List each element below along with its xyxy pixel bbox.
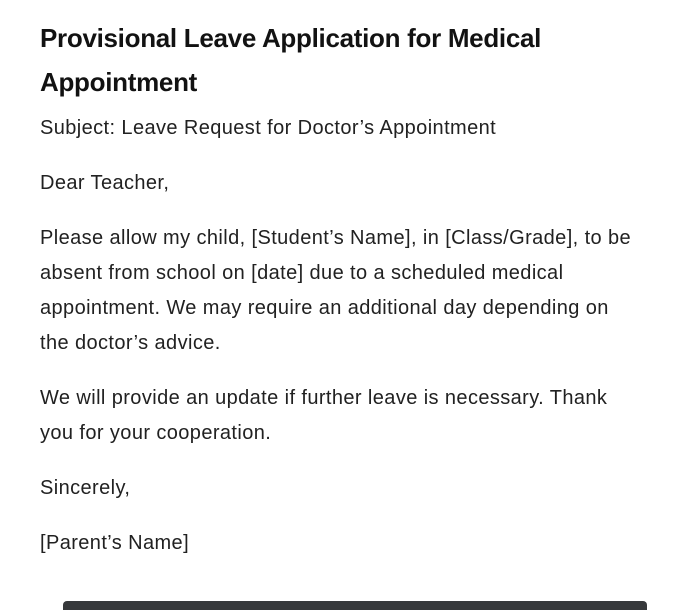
horizontal-scrollbar-thumb[interactable] [63, 601, 647, 610]
paragraph-line: you for your cooperation. [40, 422, 272, 444]
closing [40, 471, 660, 506]
paragraph-line: We will provide an update if further leave is necessary. Thank [40, 387, 608, 409]
paragraph-line: Dear Teacher, [40, 172, 170, 194]
paragraph-line: Sincerely, [40, 477, 131, 499]
subject-line [40, 111, 660, 146]
page-title-line-1: Provisional Leave Application for Medical [40, 23, 542, 53]
paragraph-line: Subject: Leave Request for Doctor’s Appointment [40, 117, 497, 139]
page-title-line-2: Appointment [40, 67, 198, 97]
body-paragraph-2 [40, 381, 660, 451]
paragraph-line: Please allow my child, [Student’s Name], in [Class/Grade], to be [40, 227, 632, 249]
body-paragraph-1 [40, 221, 660, 361]
signature-placeholder [40, 526, 660, 561]
paragraph-line: the doctor’s advice. [40, 332, 221, 354]
paragraph-line: absent from school on [date] due to a scheduled medical [40, 262, 564, 284]
salutation [40, 166, 660, 201]
page-title [40, 16, 660, 104]
paragraph-line: appointment. We may require an additional day depending on [40, 297, 609, 319]
paragraph-line: [Parent’s Name] [40, 532, 190, 554]
